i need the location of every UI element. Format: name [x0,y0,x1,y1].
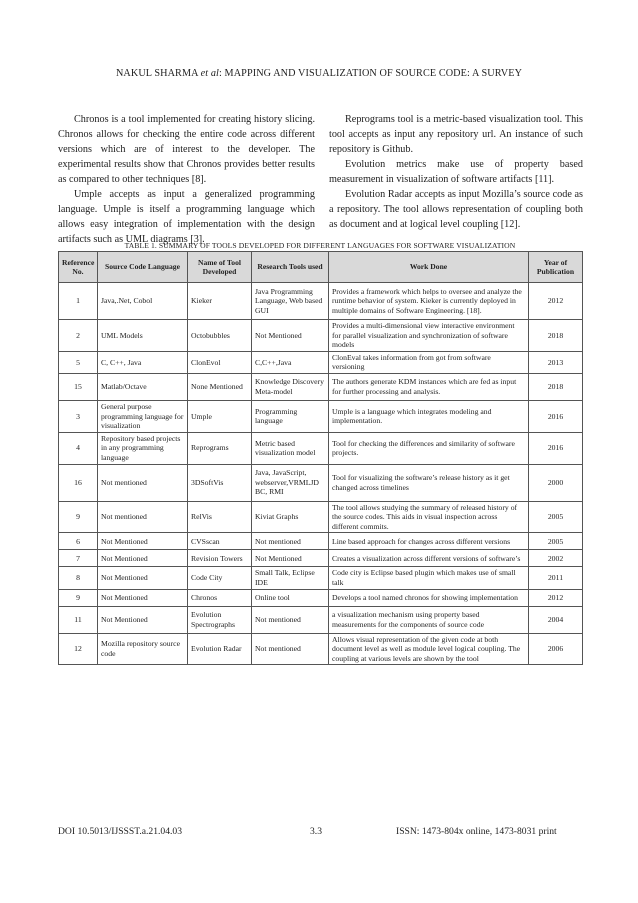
table-cell: Revision Towers [188,550,252,567]
table-cell: Not mentioned [98,464,188,501]
table-cell: Octobubbles [188,320,252,352]
paragraph: Reprograms tool is a metric-based visualization tool. This tool accepts as input any repository url. An instance of such repository is Github. [329,114,583,155]
table-cell: Provides a framework which helps to oversee and analyze the runtime behavior of system. Kieker is currently deployed in multiple domains of Software Engineering. [18]. [329,283,529,320]
table-cell: Not Mentioned [252,550,329,567]
table-cell: 2004 [529,606,583,633]
table-cell: Kiviat Graphs [252,501,329,533]
table-cell: 11 [59,606,98,633]
table-cell: Allows visual representation of the given code at both document level as well as module level logical coupling. The coupling at various levels are shown by the tool [329,633,529,665]
table-cell: Umple is a language which integrates modeling and implementation. [329,400,529,432]
table-cell: Java, JavaScript, webserver,VRMLJD BC, RMI [252,464,329,501]
table-cell: Evolution Spectrographs [188,606,252,633]
table-cell: Evolution Radar [188,633,252,665]
table-cell: Knowledge Discovery Meta-model [252,373,329,400]
table-cell: Mozilla repository source code [98,633,188,665]
table-cell: RelVis [188,501,252,533]
column-header: Reference No. [59,252,98,283]
paragraph: Evolution metrics make use of property based measurement in visualization of software artifacts [11]. [329,159,583,185]
paragraph: Chronos is a tool implemented for creating history slicing. Chronos allows for checking the entire code across different versions which are of interest to the developer. The experimental results show that Chronos provides better results as compared to other techniques [8]. [58,114,315,185]
table-cell: Small Talk, Eclipse IDE [252,567,329,589]
right-column [329,112,583,232]
table-cell: Reprograms [188,432,252,464]
table-cell: Not mentioned [98,501,188,533]
table-cell: ClonEvol [188,351,252,373]
table-cell: 2011 [529,567,583,589]
table-cell: Java,.Net, Cobol [98,283,188,320]
table-cell: Tool for checking the differences and similarity of software projects. [329,432,529,464]
table-cell: Provides a multi-dimensional view interactive environment for parallel visualization and synchronization of software models [329,320,529,352]
table-cell: 15 [59,373,98,400]
table-cell: 2018 [529,320,583,352]
table-cell: 6 [59,533,98,550]
table-cell: 2012 [529,283,583,320]
table-row [59,432,583,464]
table-row [59,589,583,606]
table-cell: ClonEval takes information from got from software versioning [329,351,529,373]
table-row [59,606,583,633]
table-cell: 3 [59,400,98,432]
table-cell: 8 [59,567,98,589]
footer-doi: DOI 10.5013/IJSSST.a.21.04.03 [58,826,183,837]
table-cell: 1 [59,283,98,320]
table-body [59,283,583,665]
table-cell: 2006 [529,633,583,665]
table-cell: Online tool [252,589,329,606]
table-cell: C, C++, Java [98,351,188,373]
table-cell: Chronos [188,589,252,606]
column-header: Source Code Language [98,252,188,283]
table-row [59,567,583,589]
table-row [59,550,583,567]
table-cell: Not Mentioned [98,567,188,589]
table-cell: CVSscan [188,533,252,550]
table-cell: a visualization mechanism using property based measurements for the components of source code [329,606,529,633]
table-cell: 2016 [529,400,583,432]
table-cell: Code city is Eclipse based plugin which makes use of small talk [329,567,529,589]
table-cell: 3DSoftVis [188,464,252,501]
table-cell: Matlab/Octave [98,373,188,400]
table-cell: 9 [59,589,98,606]
table-cell: 2012 [529,589,583,606]
header-title: : MAPPING AND VISUALIZATION OF SOURCE CODE: A SURVEY [218,68,523,79]
table-cell: Not Mentioned [98,533,188,550]
table-cell: None Mentioned [188,373,252,400]
column-header: Work Done [329,252,529,283]
table-cell: Programming language [252,400,329,432]
footer-issn: ISSN: 1473-804x online, 1473-8031 print [396,826,557,837]
paragraph: Umple accepts as input a generalized programming language. Umple is itself a programming language which allows easy integration of implementation with the design artifacts such as UML diagrams [3]. [58,189,315,245]
table-cell: Not Mentioned [98,606,188,633]
table-row [59,501,583,533]
table-cell: 2018 [529,373,583,400]
table-cell: 2005 [529,533,583,550]
table-cell: Code City [188,567,252,589]
table-cell: General purpose programming language for visualization [98,400,188,432]
page-number: 3.3 [310,826,322,837]
table-row [59,283,583,320]
table-cell: UML Models [98,320,188,352]
table-caption: TABLE 1. SUMMARY OF TOOLS DEVELOPED FOR DIFFERENT LANGUAGES FOR SOFTWARE VISUALIZATION [124,241,516,250]
table-row [59,373,583,400]
table-cell: Not Mentioned [252,320,329,352]
table-cell: Tool for visualizing the software’s release history as it get changed across timelines [329,464,529,501]
table-cell: 2000 [529,464,583,501]
summary-table [58,251,583,665]
table-cell: Repository based projects in any programming language [98,432,188,464]
table-cell: Kieker [188,283,252,320]
table-cell: Develops a tool named chronos for showing implementation [329,589,529,606]
column-header: Name of Tool Developed [188,252,252,283]
left-column [58,112,315,247]
table-row [59,400,583,432]
table-cell: 4 [59,432,98,464]
table-cell: 2013 [529,351,583,373]
table-cell: 2016 [529,432,583,464]
table-cell: Line based approach for changes across different versions [329,533,529,550]
table-row [59,533,583,550]
table-cell: Not mentioned [252,606,329,633]
table-cell: The tool allows studying the summary of released history of the source codes. This aids in visual inspection across different commits. [329,501,529,533]
table-row [59,633,583,665]
table-cell: Not Mentioned [98,550,188,567]
table-cell: Not Mentioned [98,589,188,606]
table-cell: 12 [59,633,98,665]
header-authors: NAKUL SHARMA [115,68,201,79]
table-cell: Metric based visualization model [252,432,329,464]
table-cell: 2002 [529,550,583,567]
table-row [59,320,583,352]
table-cell: 5 [59,351,98,373]
header-etal: et al [200,68,219,79]
table-cell: 16 [59,464,98,501]
table-row [59,464,583,501]
table-cell: 7 [59,550,98,567]
table-cell: Java Programming Language, Web based GUI [252,283,329,320]
table-cell: C,C++,Java [252,351,329,373]
table-row [59,351,583,373]
table-cell: 2005 [529,501,583,533]
table-cell: 2 [59,320,98,352]
table-cell: The authors generate KDM instances which are fed as input for further processing and analysis. [329,373,529,400]
column-header: Year of Publication [529,252,583,283]
table-cell: Creates a visualization across different versions of software’s [329,550,529,567]
table-cell: Not mentioned [252,533,329,550]
running-header [0,68,638,79]
column-header: Research Tools used [252,252,329,283]
table-cell: Not mentioned [252,633,329,665]
table-cell: 9 [59,501,98,533]
paragraph: Evolution Radar accepts as input Mozilla’s source code as a repository. The tool allows representation of coupling both as document and at logical level coupling [12]. [329,189,583,230]
table-header-row [59,252,583,283]
table-cell: Umple [188,400,252,432]
